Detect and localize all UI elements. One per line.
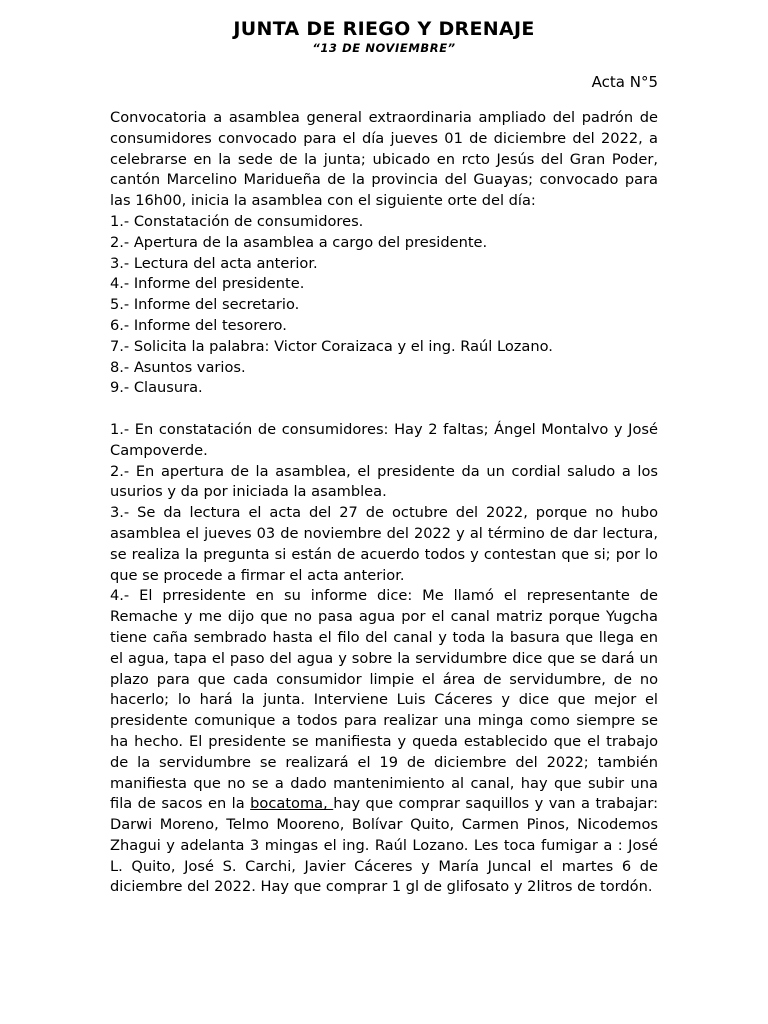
agenda-item: 9.- Clausura. [110,379,203,397]
paragraph-gap [110,399,658,420]
agenda-item: 6.- Informe del tesorero. [110,316,287,334]
agenda-item: 5.- Informe del secretario. [110,296,300,314]
agenda-item: 4.- Informe del presidente. [110,275,305,293]
point-4-text-start: 4.- El prresidente en su informe dice: Me llamó el representante de Remache y me dijo que no pasa agua por el canal matriz porque Yugcha tiene caña sembrado hasta el filo del canal y toda la basura que llega en el agua, tapa el paso del agua y sobre la servidumbre dice que se dará un plazo para que cada consumidor limpie el área de servidumbre, de no hacerlo; lo hará la junta. Interviene Luis Cáceres y dice que mejor el presidente comunique a todos para realizar una minga como siempre se ha hecho. El presidente se manifiesta y queda establecido que el trabajo de la servidumbre se realizará el 19 de diciembre del 2022; también manifiesta que no se a dado mantenimiento al canal, hay que subir una fila de sacos en la [110,587,658,813]
point-2-paragraph: 2.- En apertura de la asamblea, el presidente da un cordial saludo a los usurios y da por iniciada la asamblea. [110,462,658,501]
agenda-list [110,212,658,399]
agenda-item: 2.- Apertura de la asamblea a cargo del presidente. [110,233,488,251]
point-3-paragraph: 3.- Se da lectura el acta del 27 de octubre del 2022, porque no hubo asamblea el jueves 03 de noviembre del 2022 y al término de dar lectura, se realiza la pregunta si están de acuerdo todos y contestan que si; por lo que se procede a firmar el acta anterior. [110,504,658,584]
agenda-item: 7.- Solicita la palabra: Victor Coraizaca y el ing. Raúl Lozano. [110,337,553,355]
document-body [110,108,658,898]
agenda-item: 8.- Asuntos varios. [110,358,246,376]
intro-paragraph: Convocatoria a asamblea general extraordinaria ampliado del padrón de consumidores convocado para el día jueves 01 de diciembre del 2022, a celebrarse en la sede de la junta; ubicado en rcto Jesús del Gran Poder, cantón Marcelino Maridueña de la provincia del Guayas; convocado para las 16h00, inicia la asamblea con el siguiente orte del día: [110,109,658,210]
document-subtitle: “13 DE NOVIEMBRE” [312,41,456,55]
agenda-item: 3.- Lectura del acta anterior. [110,254,318,272]
point-4-paragraph [110,586,658,898]
acta-number: Acta N°5 [591,73,658,91]
document-title: JUNTA DE RIEGO Y DRENAJE [233,18,535,40]
underlined-word: bocatoma, [250,795,334,813]
point-1-paragraph: 1.- En constatación de consumidores: Hay 2 faltas; Ángel Montalvo y José Campoverde. [110,420,658,459]
agenda-item: 1.- Constatación de consumidores. [110,212,364,230]
point-4-text-end: hay que comprar saquillos y van a trabajar: Darwi Moreno, Telmo Mooreno, Bolívar Quito, Carmen Pinos, Nicodemos Zhagui y adelanta 3 mingas el ing. Raúl Lozano. Les toca fumigar a : José L. Quito, José S. Carchi, Javier Cáceres y María Juncal el martes 6 de diciembre del 2022. Hay que comprar 1 gl de glifosato y 2litros de tordón. [110,795,658,896]
